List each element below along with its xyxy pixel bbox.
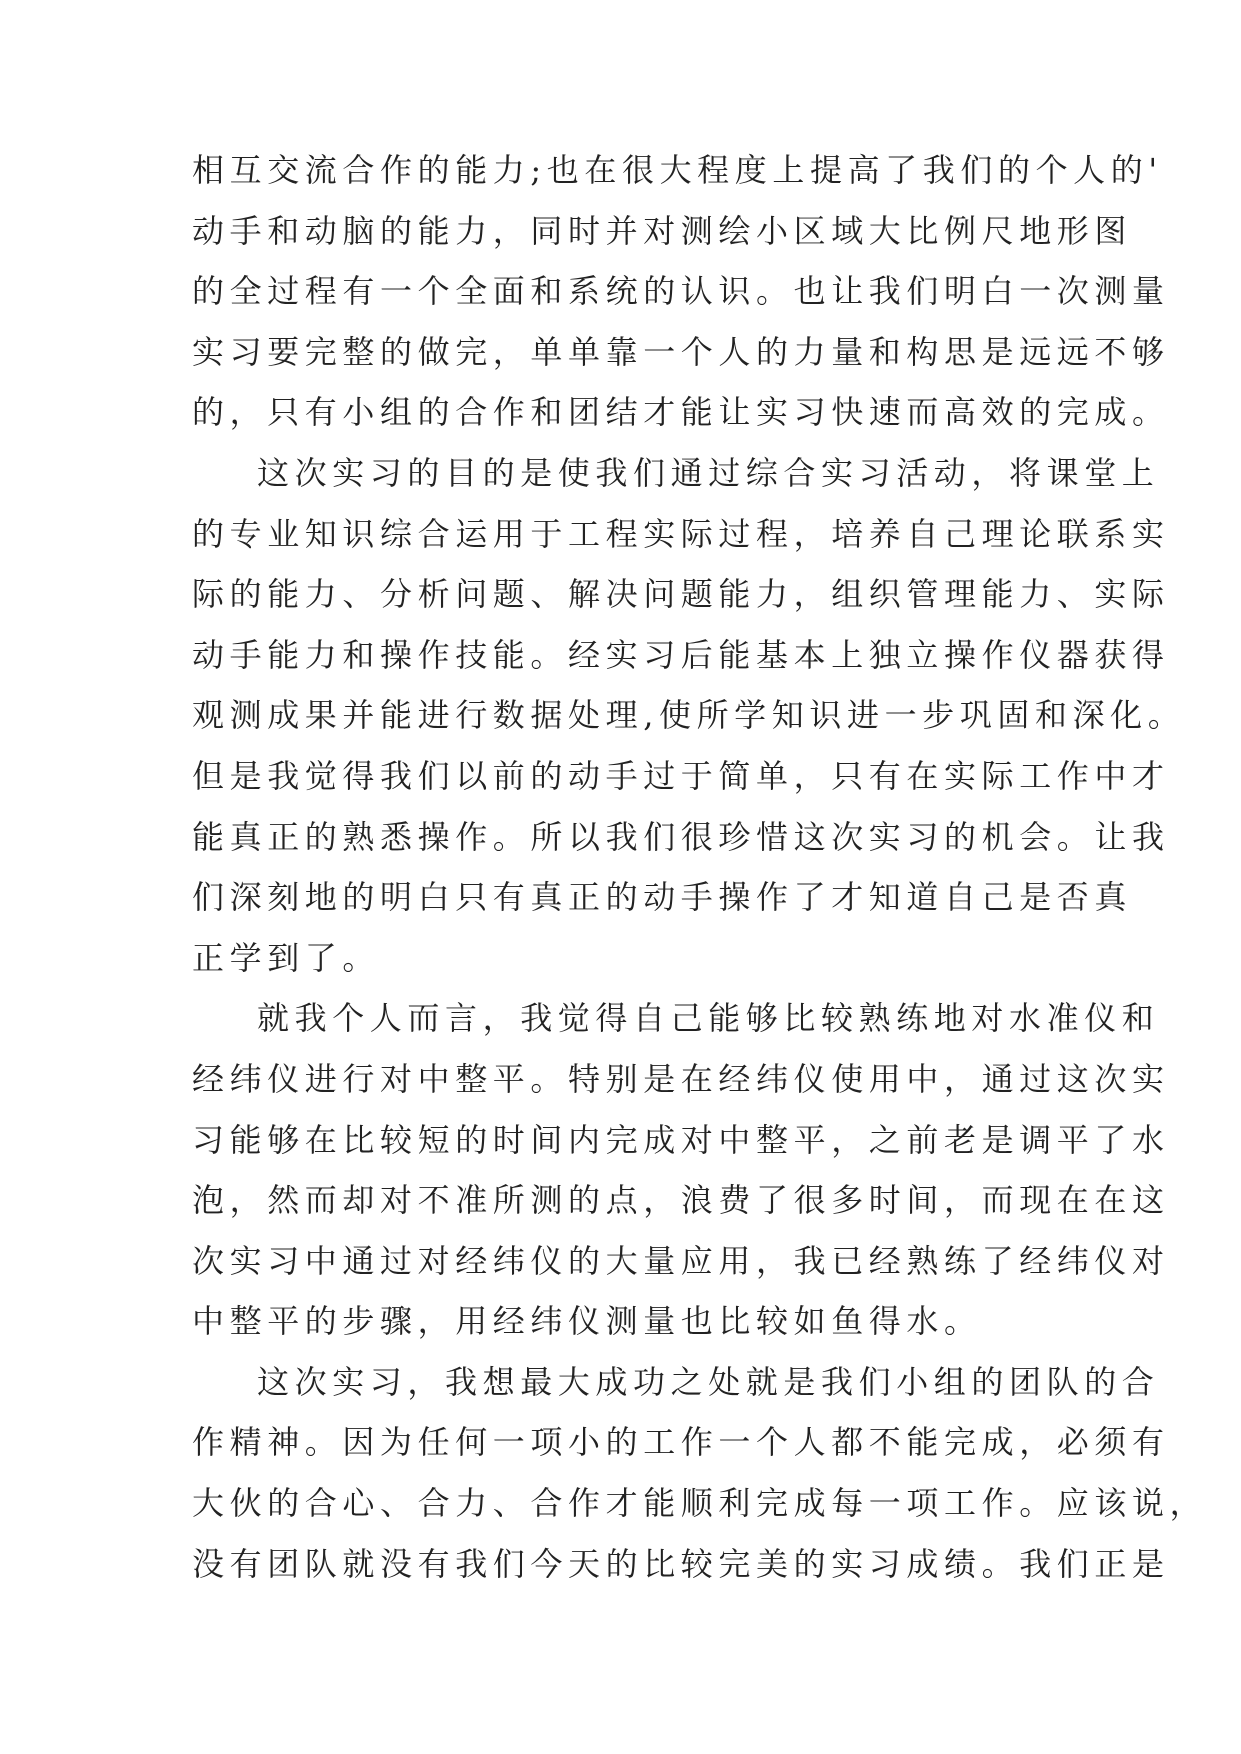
text-line: 正学到了。 [192, 938, 381, 977]
text-line: 没有团队就没有我们今天的比较完美的实习成绩。我们正是 [192, 1544, 1170, 1583]
text-line: 动手能力和操作技能。经实习后能基本上独立操作仪器获得 [192, 635, 1170, 674]
text-line: 中整平的步骤，用经纬仪测量也比较如鱼得水。 [192, 1302, 982, 1341]
text-line: 习能够在比较短的时间内完成对中整平，之前老是调平了水 [192, 1120, 1170, 1159]
text-line: 动手和动脑的能力，同时并对测绘小区域大比例尺地形图 [192, 211, 1133, 250]
text-line: 能真正的熟悉操作。所以我们很珍惜这次实习的机会。让我 [192, 817, 1170, 856]
text-line: 的专业知识综合运用于工程实际过程，培养自己理论联系实 [192, 514, 1170, 553]
text-line: 相互交流合作的能力;也在很大程度上提高了我们的个人的' [192, 151, 1163, 189]
text-line: 际的能力、分析问题、解决问题能力，组织管理能力、实际 [192, 575, 1170, 614]
text-line: 观测成果并能进行数据处理,使所学知识进一步巩固和深化。 [192, 696, 1186, 735]
text-line: 经纬仪进行对中整平。特别是在经纬仪使用中，通过这次实 [192, 1059, 1170, 1098]
text-line: 们深刻地的明白只有真正的动手操作了才知道自己是否真 [192, 878, 1133, 917]
text-line: 的全过程有一个全面和系统的认识。也让我们明白一次测量 [192, 272, 1170, 311]
paragraph-first-line: 就我个人而言，我觉得自己能够比较熟练地对水准仪和 [257, 999, 1160, 1038]
text-line: 大伙的合心、合力、合作才能顺利完成每一项工作。应该说， [192, 1484, 1208, 1523]
text-line: 泡，然而却对不准所测的点，浪费了很多时间，而现在在这 [192, 1181, 1170, 1220]
paragraph-first-line: 这次实习的目的是使我们通过综合实习活动，将课堂上 [257, 453, 1160, 492]
text-line: 的，只有小组的合作和团结才能让实习快速而高效的完成。 [192, 393, 1170, 432]
body-text [192, 140, 1208, 1594]
text-line: 实习要完整的做完，单单靠一个人的力量和构思是远远不够 [192, 332, 1170, 371]
text-line: 次实习中通过对经纬仪的大量应用，我已经熟练了经纬仪对 [192, 1241, 1170, 1280]
text-line: 作精神。因为任何一项小的工作一个人都不能完成，必须有 [192, 1423, 1170, 1462]
text-line: 但是我觉得我们以前的动手过于简单，只有在实际工作中才 [192, 756, 1170, 795]
paragraph-first-line: 这次实习，我想最大成功之处就是我们小组的团队的合 [257, 1362, 1160, 1401]
